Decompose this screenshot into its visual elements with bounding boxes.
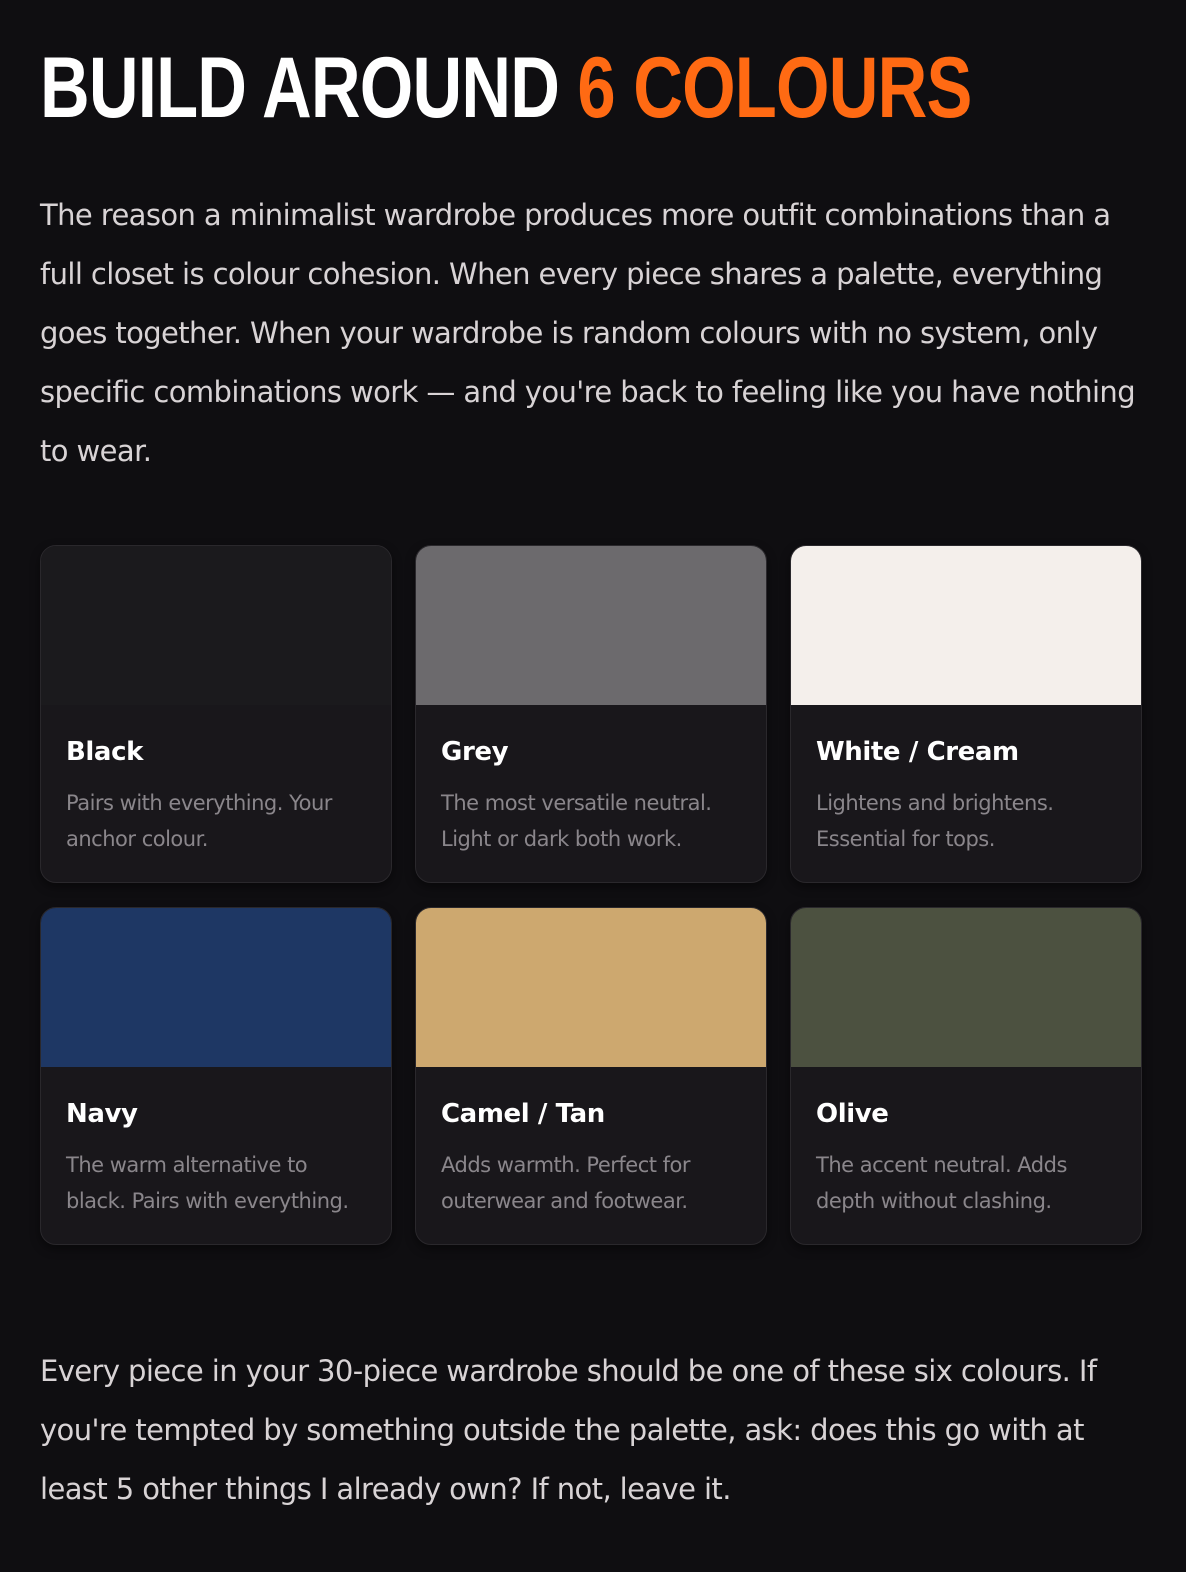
colour-swatch [791,908,1141,1067]
page-title [40,38,972,138]
colour-card-navy [40,907,392,1245]
colour-name: Olive [816,1099,889,1129]
colour-name: White / Cream [816,737,1019,767]
colour-description: Pairs with everything. Your anchor colour. [66,791,332,851]
colour-swatch [416,908,766,1067]
card-body [41,705,391,882]
colour-card-camel-tan [415,907,767,1245]
title-accent: 6 COLOURS [577,40,972,136]
colour-card-grey [415,545,767,883]
outro-paragraph: Every piece in your 30-piece wardrobe should be one of these six colours. If you're tempted by something outside the palette, ask: does this go with at least 5 other things I already own? If not, leave it. [40,1354,1097,1506]
colour-description: The accent neutral. Adds depth without clashing. [816,1153,1067,1213]
card-body [41,1067,391,1244]
colour-name: Grey [441,737,509,767]
card-body [791,705,1141,882]
colour-name: Camel / Tan [441,1099,605,1129]
card-body [416,705,766,882]
colour-grid [40,545,1143,1245]
intro-paragraph: The reason a minimalist wardrobe produces more outfit combinations than a full closet is colour cohesion. When every piece shares a palette, everything goes together. When your wardrobe is random colours with no system, only specific combinations work — and you're back to feeling like you have nothing to wear. [40,198,1136,468]
colour-name: Navy [66,1099,138,1129]
colour-description: Lightens and brightens. Essential for tops. [816,791,1054,851]
colour-card-olive [790,907,1142,1245]
colour-swatch [791,546,1141,705]
colour-swatch [41,546,391,705]
colour-description: The most versatile neutral. Light or dark both work. [441,791,712,851]
colour-description: Adds warmth. Perfect for outerwear and footwear. [441,1153,691,1213]
card-body [416,1067,766,1244]
colour-card-black [40,545,392,883]
colour-description: The warm alternative to black. Pairs with everything. [66,1153,349,1213]
colour-swatch [416,546,766,705]
card-body [791,1067,1141,1244]
colour-card-white-cream [790,545,1142,883]
colour-swatch [41,908,391,1067]
colour-name: Black [66,737,143,767]
title-main: BUILD AROUND [40,40,578,136]
